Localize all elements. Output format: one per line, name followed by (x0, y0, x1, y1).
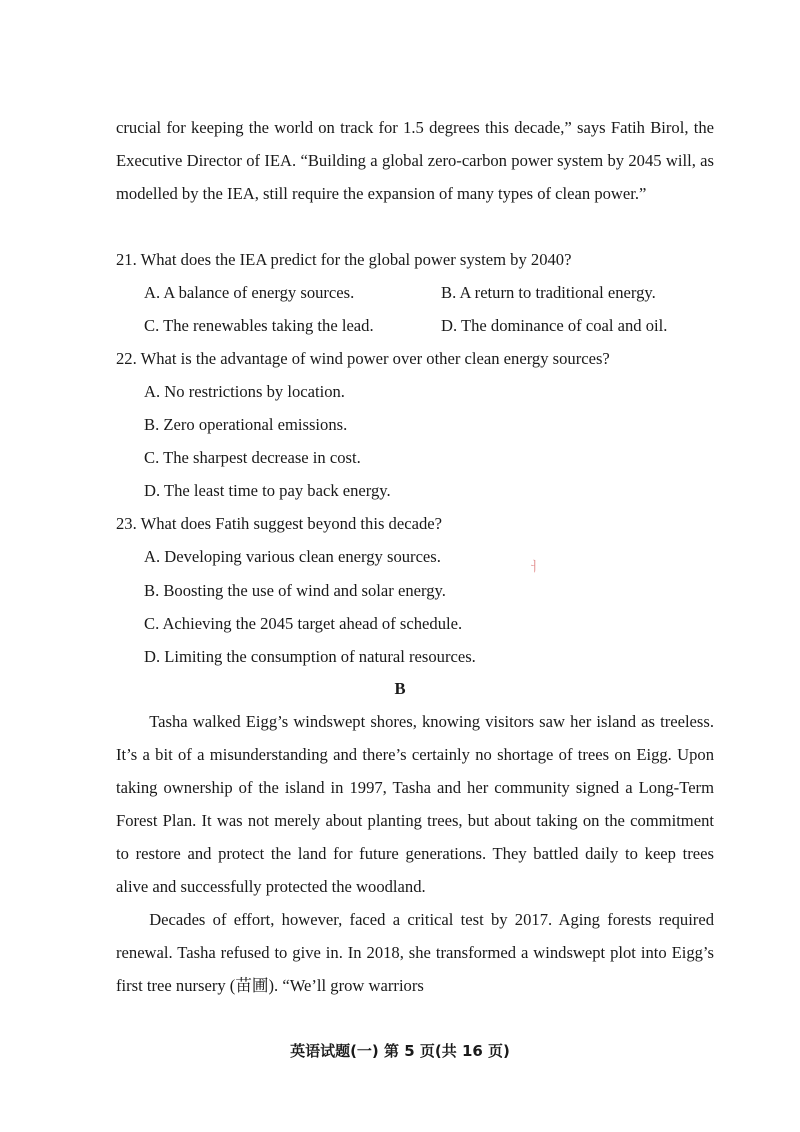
question-23-option-d: D. Limiting the consumption of natural resources. (144, 647, 476, 666)
question-21-option-d: D. The dominance of coal and oil. (441, 316, 668, 335)
section-heading: B (394, 679, 406, 698)
question-22-option-d: D. The least time to pay back energy. (144, 481, 391, 500)
passage-b-paragraph-1: Tasha walked Eigg’s windswept shores, knowing visitors saw her island as treeless. It’s a bit of a misunderstanding and there’s certainly no shortage of trees on Eigg. Upon taking ownership of the island in 1997, Tasha and her community signed a Long-Term Forest Plan. It was not merely about planting trees, but about taking on the commitment to restore and protect the land for future generations. They battled daily to keep trees alive and successfully protected the woodland. (116, 712, 714, 896)
passage-b-paragraph-2: Decades of effort, however, faced a critical test by 2017. Aging forests required renewal. Tasha refused to give in. In 2018, she transformed a windswept plot into Eigg’s first tree nursery (苗圃). “We’ll grow warriors (116, 910, 714, 995)
question-21-option-c: C. The renewables taking the lead. (144, 316, 374, 335)
question-22-option-c: C. The sharpest decrease in cost. (144, 448, 361, 467)
question-21-option-b: B. A return to traditional energy. (441, 283, 656, 302)
intro-paragraph-text: crucial for keeping the world on track for 1.5 degrees this decade,” says Fatih Birol, the Executive Director of IEA. “Building a global zero-carbon power system by 2045 will, as modelled by the IEA, still require the expansion of many types of clean power.” (116, 118, 714, 203)
passage-b (116, 705, 714, 1002)
question-23-stem: 23. What does Fatih suggest beyond this decade? (116, 514, 442, 533)
intro-paragraph (116, 111, 714, 210)
question-22-option-b: B. Zero operational emissions. (144, 415, 348, 434)
question-23-option-c: C. Achieving the 2045 target ahead of schedule. (144, 614, 463, 633)
question-23-option-b: B. Boosting the use of wind and solar energy. (144, 581, 446, 600)
question-21-option-a: A. A balance of energy sources. (144, 283, 355, 302)
question-21-stem: 21. What does the IEA predict for the global power system by 2040? (116, 250, 572, 269)
question-23-option-a: A. Developing various clean energy sources. (144, 547, 441, 566)
question-22-option-a: A. No restrictions by location. (144, 382, 345, 401)
question-22-stem: 22. What is the advantage of wind power over other clean energy sources? (116, 349, 610, 368)
pencil-mark: ㅓ (528, 560, 541, 575)
page-footer: 英语试题(一) 第 5 页(共 16 页) (290, 1042, 510, 1060)
